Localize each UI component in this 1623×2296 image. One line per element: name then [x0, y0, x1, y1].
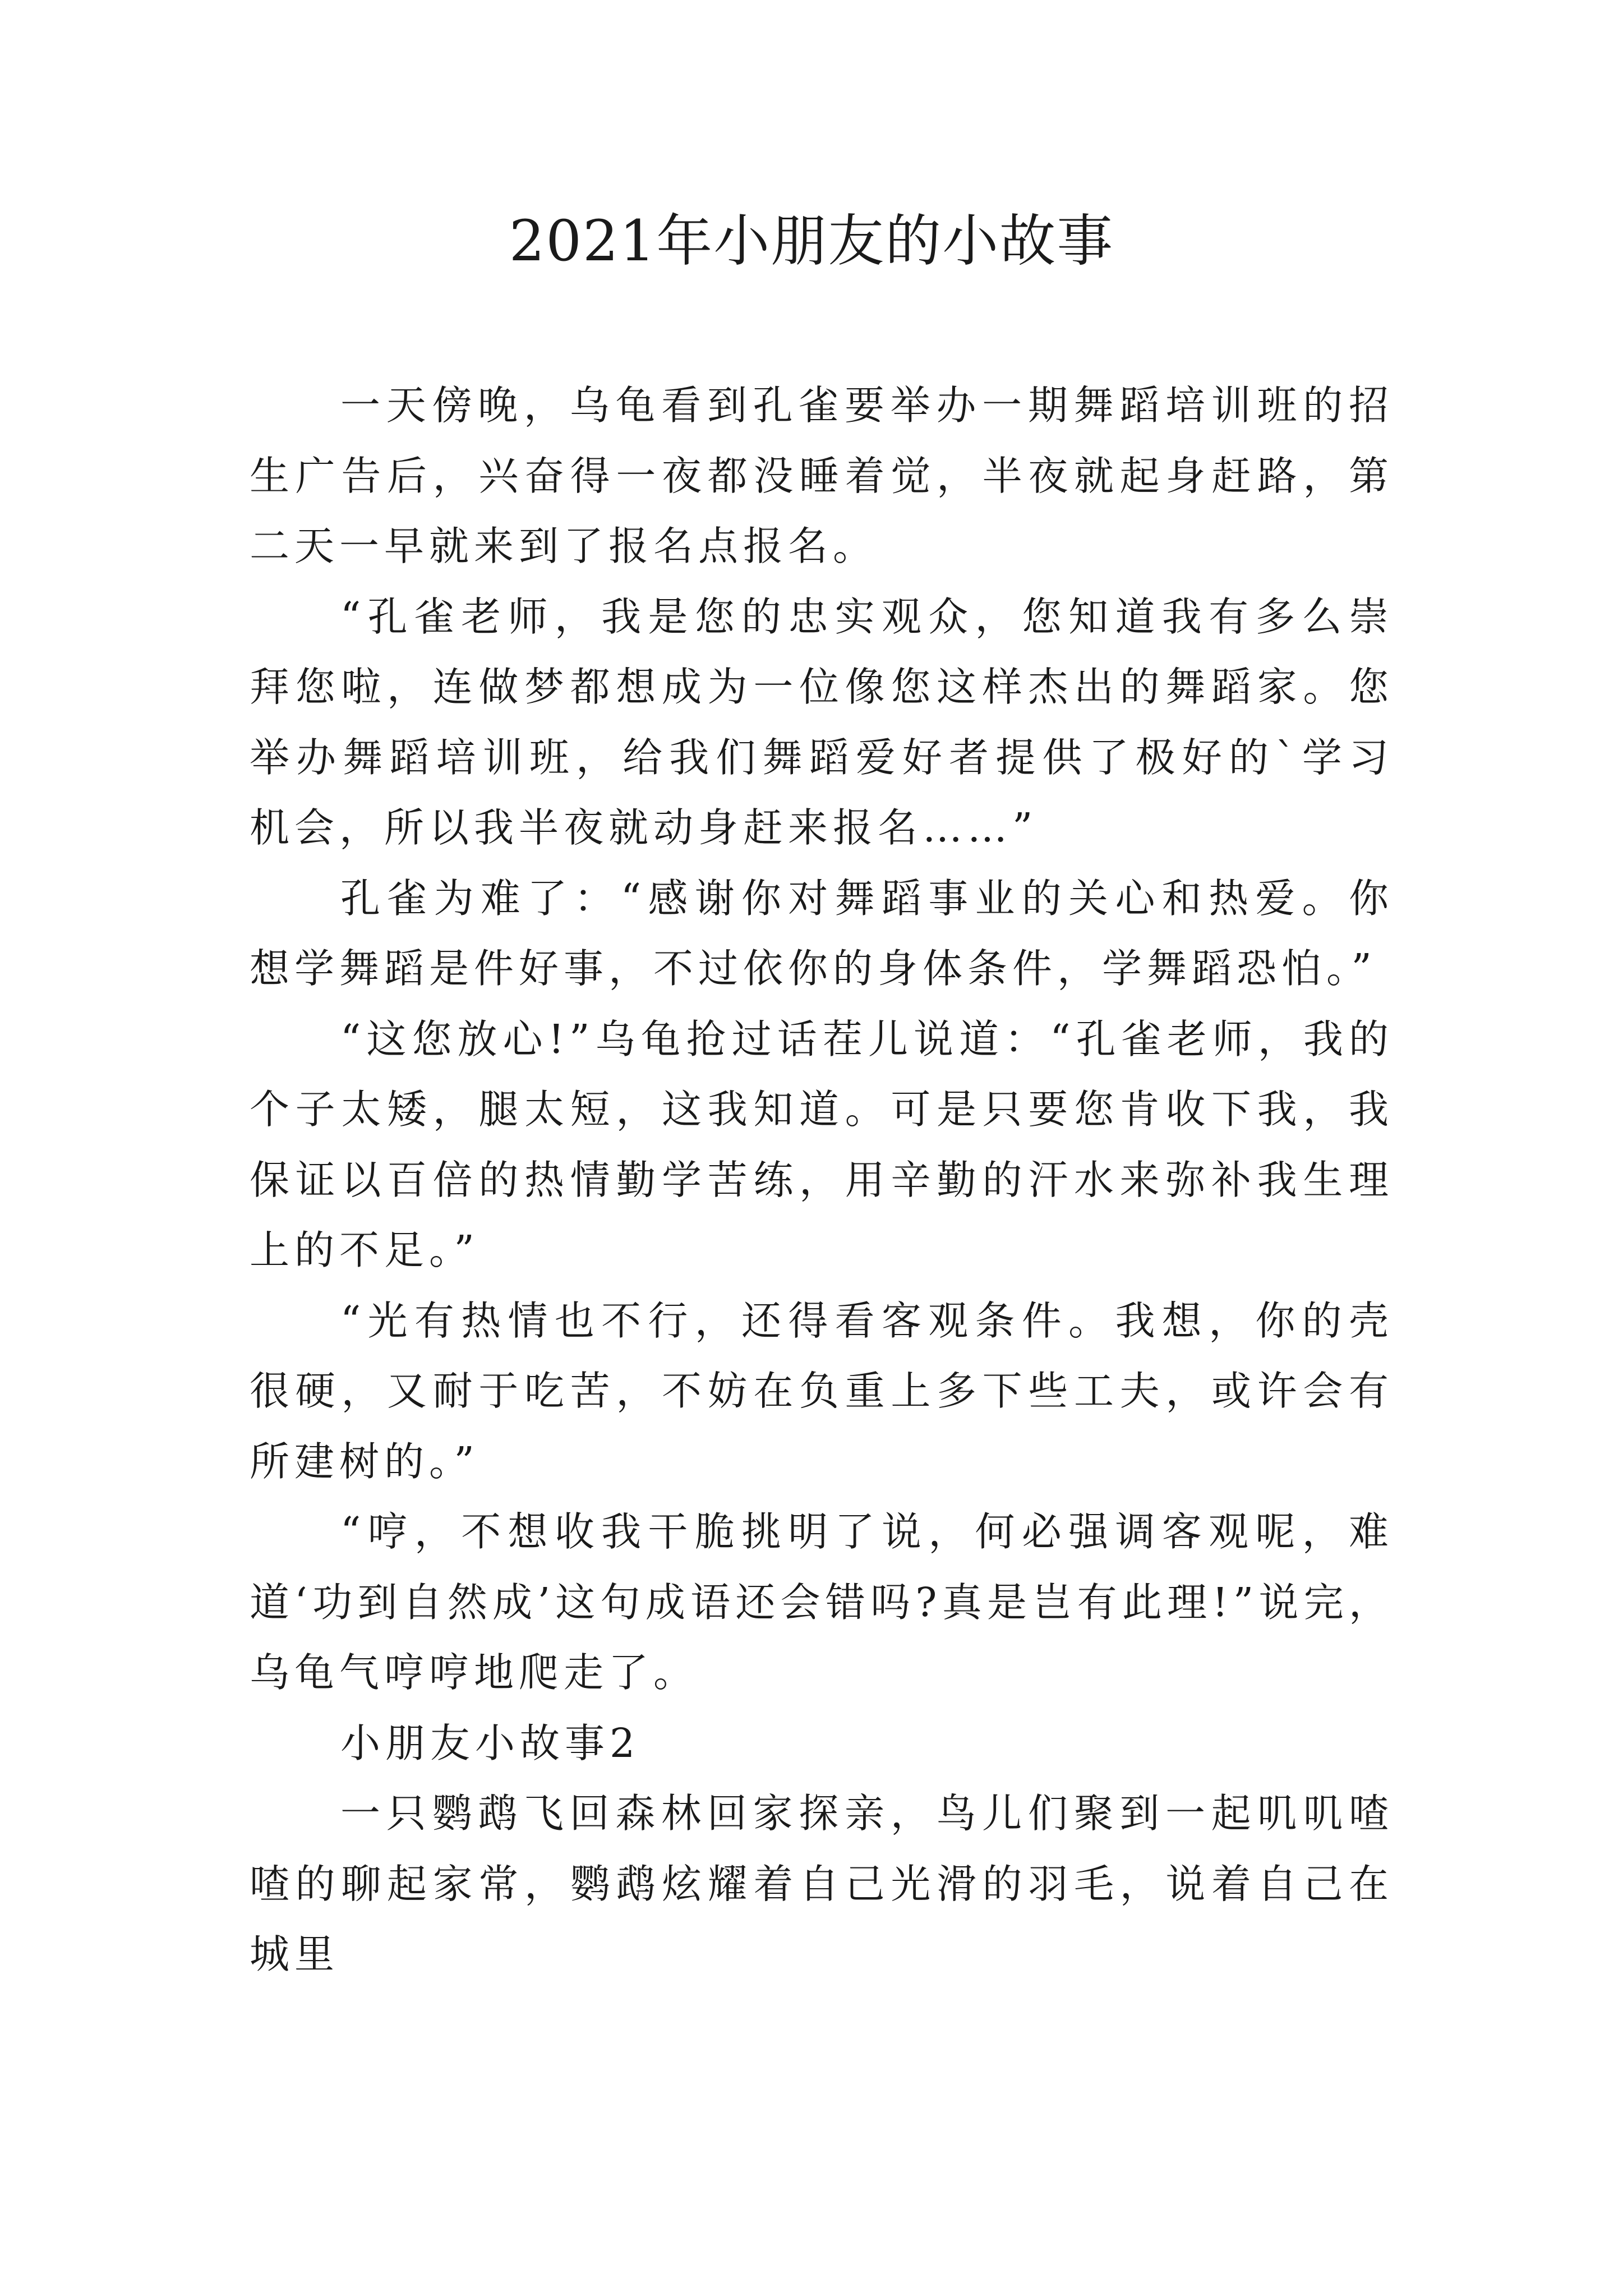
paragraph: “这您放心!”乌龟抢过话茬儿说道：“孔雀老师，我的个子太矮，腿太短，这我知道。可是只要您肯收下我，我保证以百倍的热情勤学苦练，用辛勤的汗水来弥补我生理上的不足。”: [250, 1015, 1394, 1273]
paragraph: 一天傍晚，乌龟看到孔雀要举办一期舞蹈培训班的招生广告后，兴奋得一夜都没睡着觉，半夜就起身赶路，第二天一早就来到了报名点报名。: [250, 382, 1394, 569]
section-heading: 小朋友小故事2: [340, 1719, 640, 1766]
paragraph: “孔雀老师，我是您的忠实观众，您知道我有多么崇拜您啦，连做梦都想成为一位像您这样杰出的舞蹈家。您举办舞蹈培训班，给我们舞蹈爱好者提供了极好的`学习机会，所以我半夜就动身赶来报名……”: [250, 593, 1394, 851]
paragraph: “哼，不想收我干脆挑明了说，何必强调客观呢，难道‘功到自然成’这句成语还会错吗?真是岂有此理!”说完，乌龟气哼哼地爬走了。: [250, 1508, 1394, 1696]
document-body: [250, 370, 1394, 1990]
paragraph: “光有热情也不行，还得看客观条件。我想，你的壳很硬，又耐于吃苦，不妨在负重上多下些工夫，或许会有所建树的。”: [250, 1297, 1394, 1485]
document-title: 2021年小朋友的小故事: [509, 208, 1114, 274]
paragraph: 孔雀为难了：“感谢你对舞蹈事业的关心和热爱。你想学舞蹈是件好事，不过依你的身体条件，学舞蹈恐怕。”: [250, 875, 1394, 992]
paragraph: 一只鹦鹉飞回森林回家探亲，鸟儿们聚到一起叽叽喳喳的聊起家常，鹦鹉炫耀着自己光滑的羽毛，说着自己在城里: [250, 1790, 1394, 1977]
